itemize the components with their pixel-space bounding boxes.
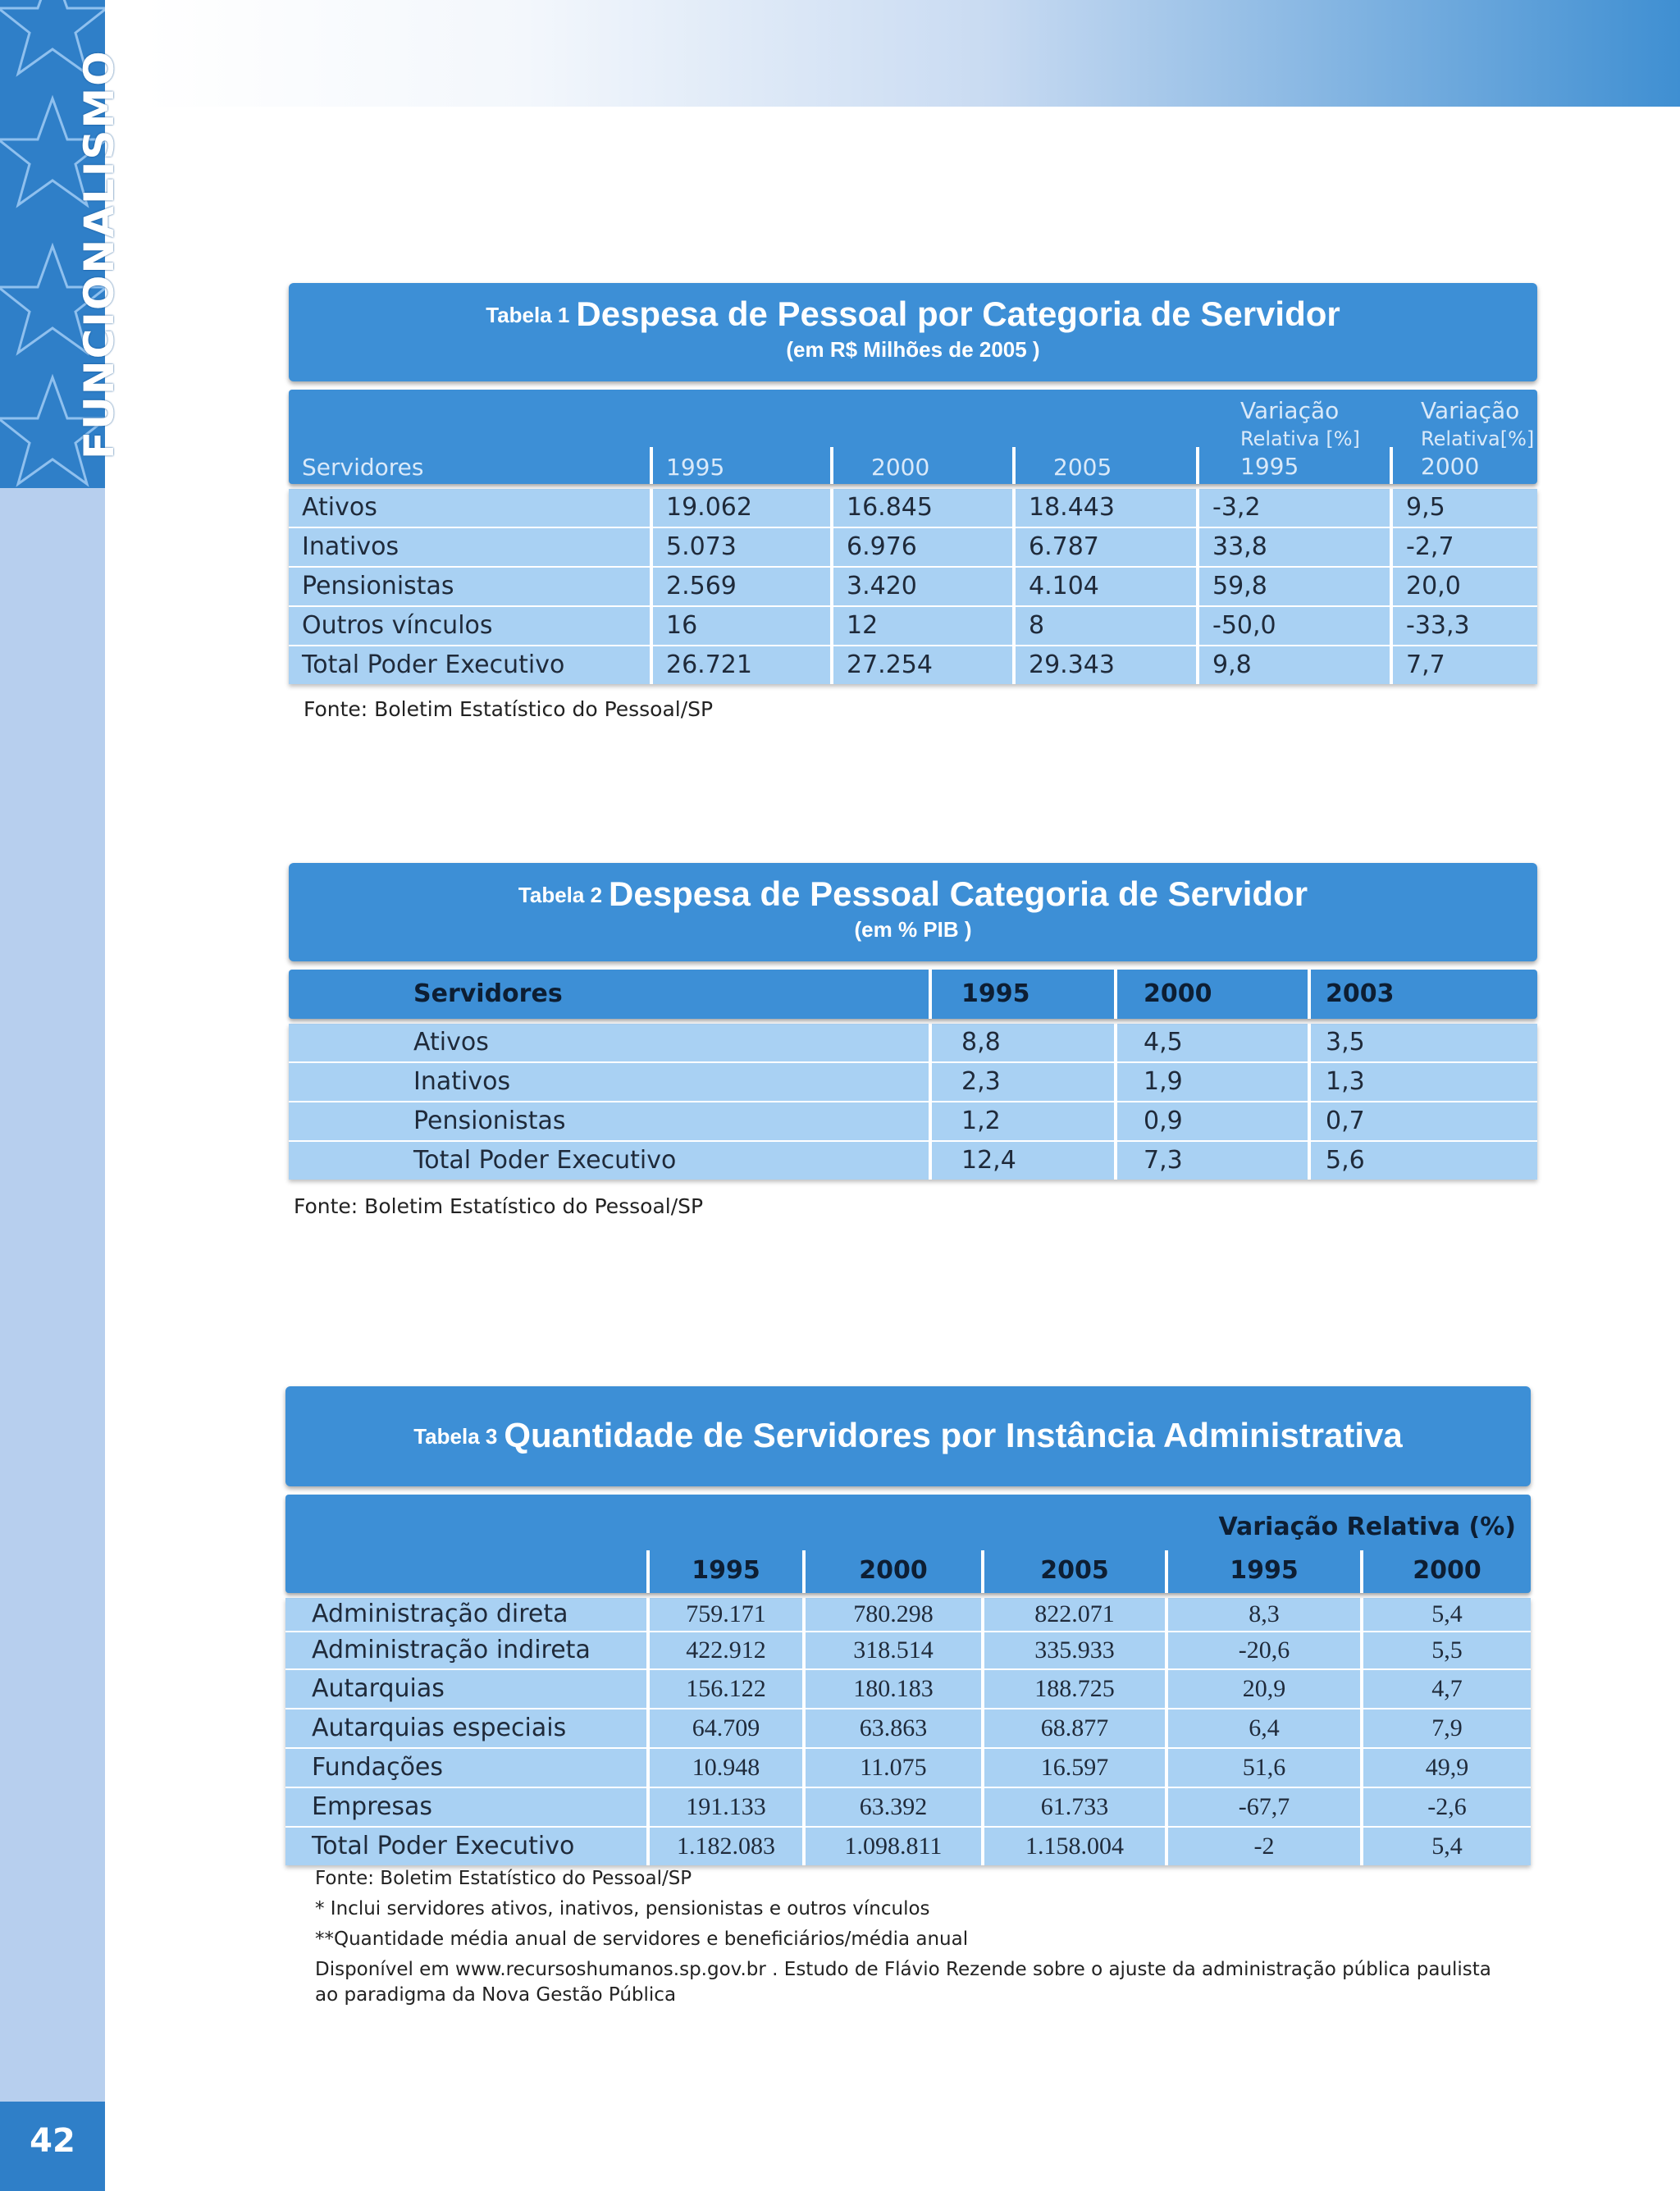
- table-1: [289, 283, 1537, 684]
- table-1-col-var-2000: Variação Relativa[%] 2000: [1390, 447, 1537, 484]
- table-3-body: [285, 1598, 1531, 1865]
- table-3-col-1995: 1995: [646, 1550, 802, 1593]
- table-2-col-servidores: Servidores: [413, 979, 563, 1008]
- table-2-header: [289, 970, 1537, 1019]
- table-3-col-var-1995: 1995: [1165, 1550, 1360, 1593]
- table-3-header: [285, 1495, 1531, 1593]
- table-1-col-1995: 1995: [650, 447, 830, 484]
- table-2-source: Fonte: Boletim Estatístico do Pessoal/SP: [294, 1194, 704, 1218]
- table-2-subtitle: (em % PIB ): [854, 917, 972, 942]
- table-1-title-bar: [289, 283, 1537, 381]
- table-3-col-var-2000: 2000: [1360, 1550, 1531, 1593]
- table-3-col-2005: 2005: [981, 1550, 1165, 1593]
- table-row: Total Poder Executivo 12,4 7,3 5,6: [289, 1142, 1537, 1180]
- table-2-body: [289, 1024, 1537, 1180]
- table-3-title: Quantidade de Servidores por Instância Administrativa: [504, 1416, 1403, 1454]
- table-2-col-2000: 2000: [1114, 970, 1308, 1019]
- table-row: Pensionistas 2.569 3.420 4.104 59,8 20,0: [289, 568, 1537, 607]
- header-band: [143, 0, 1680, 107]
- table-1-col-var-1995: Variação Relativa [%] 1995: [1196, 447, 1390, 484]
- table-3-footnote-1: * Inclui servidores ativos, inativos, pensionistas e outros vínculos: [315, 1898, 930, 1920]
- table-row: Administração direta 759.171 780.298 822.071 8,3 5,4: [285, 1598, 1531, 1632]
- table-1-label: Tabela 1: [486, 303, 570, 327]
- table-2-col-2003: 2003: [1308, 970, 1537, 1019]
- table-1-subtitle: (em R$ Milhões de 2005 ): [786, 337, 1040, 362]
- table-row: Total Poder Executivo 1.182.083 1.098.811 1.158.004 -2 5,4: [285, 1828, 1531, 1865]
- section-label: FUNCIONALISMO: [75, 49, 123, 459]
- table-1-source: Fonte: Boletim Estatístico do Pessoal/SP: [304, 697, 714, 721]
- table-row: Inativos 2,3 1,9 1,3: [289, 1063, 1537, 1102]
- table-row: Pensionistas 1,2 0,9 0,7: [289, 1102, 1537, 1142]
- page-number: 42: [30, 2122, 75, 2160]
- table-1-title: Despesa de Pessoal por Categoria de Servidor: [576, 294, 1340, 333]
- table-2-label: Tabela 2: [518, 883, 603, 907]
- table-2-col-1995: 1995: [929, 970, 1114, 1019]
- table-3-notes: [315, 1866, 1513, 2013]
- table-2: [289, 863, 1537, 1180]
- table-row: Ativos 8,8 4,5 3,5: [289, 1024, 1537, 1063]
- table-row: Outros vínculos 16 12 8 -50,0 -33,3: [289, 607, 1537, 646]
- table-3-reference: Disponível em www.recursoshumanos.sp.gov.br . Estudo de Flávio Rezende sobre o ajuste da administração pública paulista ao paradigma da Nova Gestão Pública: [315, 1959, 1491, 2006]
- table-1-header: [289, 390, 1537, 484]
- table-row: Empresas 191.133 63.392 61.733 -67,7 -2,6: [285, 1788, 1531, 1828]
- table-row: Inativos 5.073 6.976 6.787 33,8 -2,7: [289, 528, 1537, 568]
- table-3-source: Fonte: Boletim Estatístico do Pessoal/SP: [315, 1868, 692, 1889]
- table-2-title: Despesa de Pessoal Categoria de Servidor: [609, 874, 1308, 913]
- table-row: Administração indireta 422.912 318.514 335.933 -20,6 5,5: [285, 1632, 1531, 1670]
- table-1-body: [289, 489, 1537, 684]
- table-row: Total Poder Executivo 26.721 27.254 29.343 9,8 7,7: [289, 646, 1537, 684]
- table-row: Autarquias especiais 64.709 63.863 68.877 6,4 7,9: [285, 1709, 1531, 1749]
- table-3-label: Tabela 3: [413, 1424, 498, 1449]
- table-3-title-bar: [285, 1386, 1531, 1486]
- table-1-col-2005: 2005: [1012, 447, 1196, 484]
- table-3: [285, 1386, 1531, 1865]
- table-row: Autarquias 156.122 180.183 188.725 20,9 4,7: [285, 1670, 1531, 1709]
- table-3-variacao-header: Variação Relativa (%): [1218, 1513, 1516, 1541]
- table-3-footnote-2: **Quantidade média anual de servidores e beneficiários/média anual: [315, 1929, 969, 1951]
- table-1-col-2000: 2000: [830, 447, 1012, 484]
- table-2-title-bar: [289, 863, 1537, 961]
- table-1-col-servidores: Servidores: [302, 454, 424, 481]
- table-row: Fundações 10.948 11.075 16.597 51,6 49,9: [285, 1749, 1531, 1788]
- table-3-col-2000: 2000: [802, 1550, 981, 1593]
- table-row: Ativos 19.062 16.845 18.443 -3,2 9,5: [289, 489, 1537, 528]
